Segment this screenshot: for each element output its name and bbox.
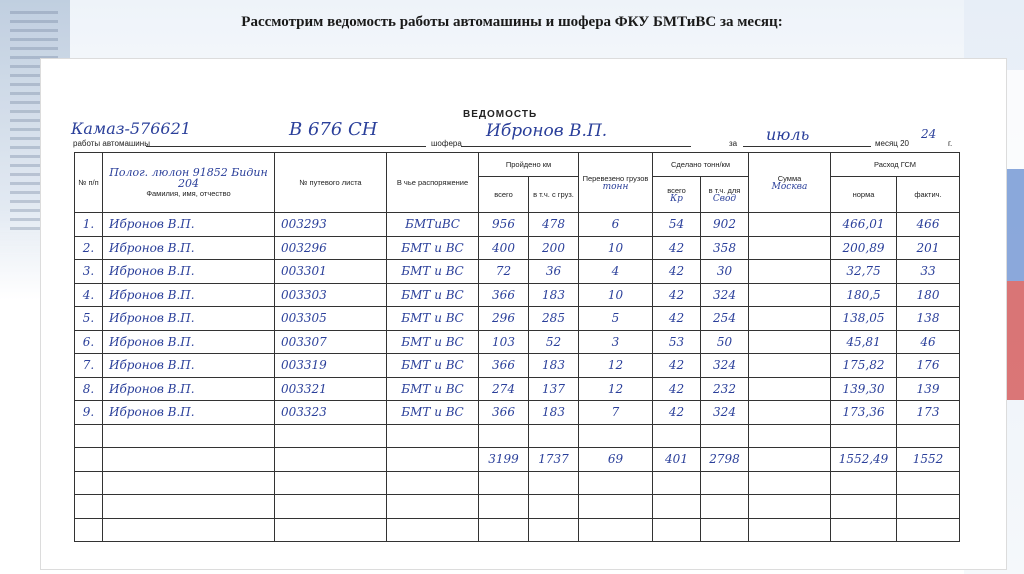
month-label: месяц 20 — [875, 139, 909, 148]
cell-norm: 138,05 — [831, 307, 897, 331]
cell-km: 366 — [479, 354, 529, 378]
table-row — [75, 307, 960, 331]
cell-waybill: 003319 — [275, 354, 387, 378]
cell-actual: 466 — [897, 213, 960, 237]
cell-disposal: БМТ и ВС — [387, 283, 479, 307]
table-row-empty — [75, 495, 960, 519]
total-km: 3199 — [479, 448, 529, 472]
cell-disposal: БМТ и ВС — [387, 377, 479, 401]
month-handwritten: июль — [766, 125, 810, 144]
cell-cargo: 10 — [579, 236, 653, 260]
year-handwritten: 24 — [921, 127, 937, 141]
cell-waybill: 003307 — [275, 330, 387, 354]
table-row-totals — [75, 448, 960, 472]
header-disposal: В чье распоряжение — [387, 153, 479, 213]
cell-num: 2. — [75, 236, 103, 260]
header-tkm-incl-handwritten: Свод — [712, 193, 737, 204]
cell-waybill: 003305 — [275, 307, 387, 331]
cell-name: Ибронов В.П. — [103, 377, 275, 401]
cell-norm: 466,01 — [831, 213, 897, 237]
cell-actual: 173 — [897, 401, 960, 425]
cell-num: 4. — [75, 283, 103, 307]
cell-waybill: 003321 — [275, 377, 387, 401]
header-km-group: Пройдено км — [479, 153, 579, 177]
table-row — [75, 283, 960, 307]
cell-tkm-incl: 324 — [701, 283, 749, 307]
table-row-empty — [75, 424, 960, 448]
table-row — [75, 401, 960, 425]
cell-num: 1. — [75, 213, 103, 237]
table-row — [75, 236, 960, 260]
cell-cargo: 5 — [579, 307, 653, 331]
cell-sum — [749, 401, 831, 425]
year-suffix: г. — [948, 139, 953, 148]
total-tkm: 401 — [653, 448, 701, 472]
cell-norm: 45,81 — [831, 330, 897, 354]
header-cargo — [579, 153, 653, 213]
total-norm: 1552,49 — [831, 448, 897, 472]
header-fuel-group: Расход ГСМ — [831, 153, 960, 177]
cell-tkm: 42 — [653, 307, 701, 331]
cell-actual: 138 — [897, 307, 960, 331]
driver-underline — [461, 146, 691, 147]
cell-num: 9. — [75, 401, 103, 425]
cell-km: 366 — [479, 283, 529, 307]
slide-title: Рассмотрим ведомость работы автомашины и шофера ФКУ БМТиВС за месяц: — [241, 14, 783, 30]
cell-cargo: 6 — [579, 213, 653, 237]
cell-disposal: БМТ и ВС — [387, 330, 479, 354]
cell-sum — [749, 354, 831, 378]
cell-sum — [749, 236, 831, 260]
cell-tkm-incl: 254 — [701, 307, 749, 331]
cell-km: 72 — [479, 260, 529, 284]
table-row — [75, 213, 960, 237]
cell-cargo: 12 — [579, 377, 653, 401]
cell-name: Ибронов В.П. — [103, 236, 275, 260]
cell-tkm-incl: 50 — [701, 330, 749, 354]
cell-km: 956 — [479, 213, 529, 237]
header-tkm-total — [653, 177, 701, 213]
driver-label: шофера — [431, 139, 462, 148]
header-name — [103, 153, 275, 213]
cell-km-cargo: 200 — [529, 236, 579, 260]
header-tkm-incl — [701, 177, 749, 213]
header-tkm-total-label: всего — [667, 185, 686, 195]
total-cargo: 69 — [579, 448, 653, 472]
cell-tkm: 42 — [653, 236, 701, 260]
cell-km-cargo: 52 — [529, 330, 579, 354]
cell-sum — [749, 377, 831, 401]
cell-tkm: 42 — [653, 401, 701, 425]
cell-sum — [749, 307, 831, 331]
cell-cargo: 4 — [579, 260, 653, 284]
cell-tkm: 42 — [653, 260, 701, 284]
cell-tkm-incl: 30 — [701, 260, 749, 284]
table-row — [75, 330, 960, 354]
month-underline — [743, 146, 871, 147]
header-tkm-group: Сделано тонн/км — [653, 153, 749, 177]
cell-cargo: 3 — [579, 330, 653, 354]
table-row — [75, 260, 960, 284]
driver-handwritten: Ибронов В.П. — [486, 121, 608, 141]
vehicle-label: работы автомашины — [73, 139, 150, 148]
header-name-label: Фамилия, имя, отчество — [146, 189, 231, 198]
cell-disposal: БМТ и ВС — [387, 354, 479, 378]
cell-norm: 139,30 — [831, 377, 897, 401]
cell-num: 7. — [75, 354, 103, 378]
za-label: за — [729, 139, 738, 148]
cell-sum — [749, 330, 831, 354]
cell-km: 103 — [479, 330, 529, 354]
header-km-cargo: в т.ч. с груз. — [529, 177, 579, 213]
cell-cargo: 10 — [579, 283, 653, 307]
vehicle-underline — [146, 146, 426, 147]
document-scan — [40, 58, 1007, 570]
cell-waybill: 003323 — [275, 401, 387, 425]
cell-km-cargo: 478 — [529, 213, 579, 237]
cell-tkm-incl: 324 — [701, 401, 749, 425]
cell-tkm: 53 — [653, 330, 701, 354]
cell-tkm-incl: 232 — [701, 377, 749, 401]
cell-norm: 32,75 — [831, 260, 897, 284]
header-fuel-norm: норма — [831, 177, 897, 213]
cell-waybill: 003301 — [275, 260, 387, 284]
header-sum — [749, 153, 831, 213]
cell-actual: 201 — [897, 236, 960, 260]
cell-name: Ибронов В.П. — [103, 283, 275, 307]
header-sum-handwritten: Москва — [771, 181, 808, 192]
cell-norm: 180,5 — [831, 283, 897, 307]
header-km-total: всего — [479, 177, 529, 213]
header-tkm-total-handwritten: Кр — [670, 193, 683, 204]
cell-tkm-incl: 358 — [701, 236, 749, 260]
total-km-cargo: 1737 — [529, 448, 579, 472]
cell-disposal: БМТ и ВС — [387, 260, 479, 284]
cell-km: 274 — [479, 377, 529, 401]
header-waybill: № путевого листа — [275, 153, 387, 213]
cell-num: 3. — [75, 260, 103, 284]
plate-handwritten: В 676 СН — [289, 119, 378, 140]
header-fuel-actual: фактич. — [897, 177, 960, 213]
cell-tkm: 54 — [653, 213, 701, 237]
cell-km: 366 — [479, 401, 529, 425]
cell-tkm-incl: 324 — [701, 354, 749, 378]
cell-km-cargo: 36 — [529, 260, 579, 284]
cell-waybill: 003296 — [275, 236, 387, 260]
cell-num: 8. — [75, 377, 103, 401]
cell-num: 5. — [75, 307, 103, 331]
cell-actual: 180 — [897, 283, 960, 307]
cell-name: Ибронов В.П. — [103, 401, 275, 425]
cell-waybill: 003303 — [275, 283, 387, 307]
cell-name: Ибронов В.П. — [103, 354, 275, 378]
cell-norm: 175,82 — [831, 354, 897, 378]
cell-norm: 173,36 — [831, 401, 897, 425]
table-row-empty — [75, 471, 960, 495]
cell-waybill: 003293 — [275, 213, 387, 237]
cell-num: 6. — [75, 330, 103, 354]
cell-actual: 139 — [897, 377, 960, 401]
cell-norm: 200,89 — [831, 236, 897, 260]
cell-km-cargo: 137 — [529, 377, 579, 401]
table-row-empty — [75, 518, 960, 542]
cell-km-cargo: 285 — [529, 307, 579, 331]
cell-sum — [749, 213, 831, 237]
cell-km: 296 — [479, 307, 529, 331]
cell-name: Ибронов В.П. — [103, 307, 275, 331]
cell-cargo: 12 — [579, 354, 653, 378]
cell-actual: 176 — [897, 354, 960, 378]
cell-cargo: 7 — [579, 401, 653, 425]
header-num: № п/п — [75, 153, 103, 213]
cell-disposal: БМТ и ВС — [387, 401, 479, 425]
cell-tkm-incl: 902 — [701, 213, 749, 237]
table-row — [75, 354, 960, 378]
ledger-table — [74, 152, 960, 542]
cell-km-cargo: 183 — [529, 401, 579, 425]
cell-actual: 33 — [897, 260, 960, 284]
cell-km-cargo: 183 — [529, 354, 579, 378]
cell-disposal: БМТ и ВС — [387, 236, 479, 260]
cell-km: 400 — [479, 236, 529, 260]
cell-actual: 46 — [897, 330, 960, 354]
cell-sum — [749, 283, 831, 307]
cell-name: Ибронов В.П. — [103, 213, 275, 237]
cell-name: Ибронов В.П. — [103, 260, 275, 284]
cell-tkm: 42 — [653, 283, 701, 307]
cell-disposal: БМТ и ВС — [387, 307, 479, 331]
header-sum-label: Сумма — [777, 173, 802, 183]
cell-disposal: БМТиВС — [387, 213, 479, 237]
header-cargo-unit: тонн — [602, 181, 629, 192]
header-cargo-label: Перевезено грузов — [582, 173, 649, 183]
cell-tkm: 42 — [653, 377, 701, 401]
total-tkm-incl: 2798 — [701, 448, 749, 472]
document-title: ВЕДОМОСТЬ — [463, 109, 538, 120]
table-row — [75, 377, 960, 401]
total-actual: 1552 — [897, 448, 960, 472]
cell-sum — [749, 260, 831, 284]
cell-name: Ибронов В.П. — [103, 330, 275, 354]
cell-tkm: 42 — [653, 354, 701, 378]
header-tkm-incl-label: в т.ч. для — [708, 185, 741, 195]
vehicle-handwritten: Камаз-576621 — [71, 119, 191, 138]
header-name-handwritten: Полог. люлон 91852 Бидин 204 — [109, 166, 268, 190]
cell-km-cargo: 183 — [529, 283, 579, 307]
